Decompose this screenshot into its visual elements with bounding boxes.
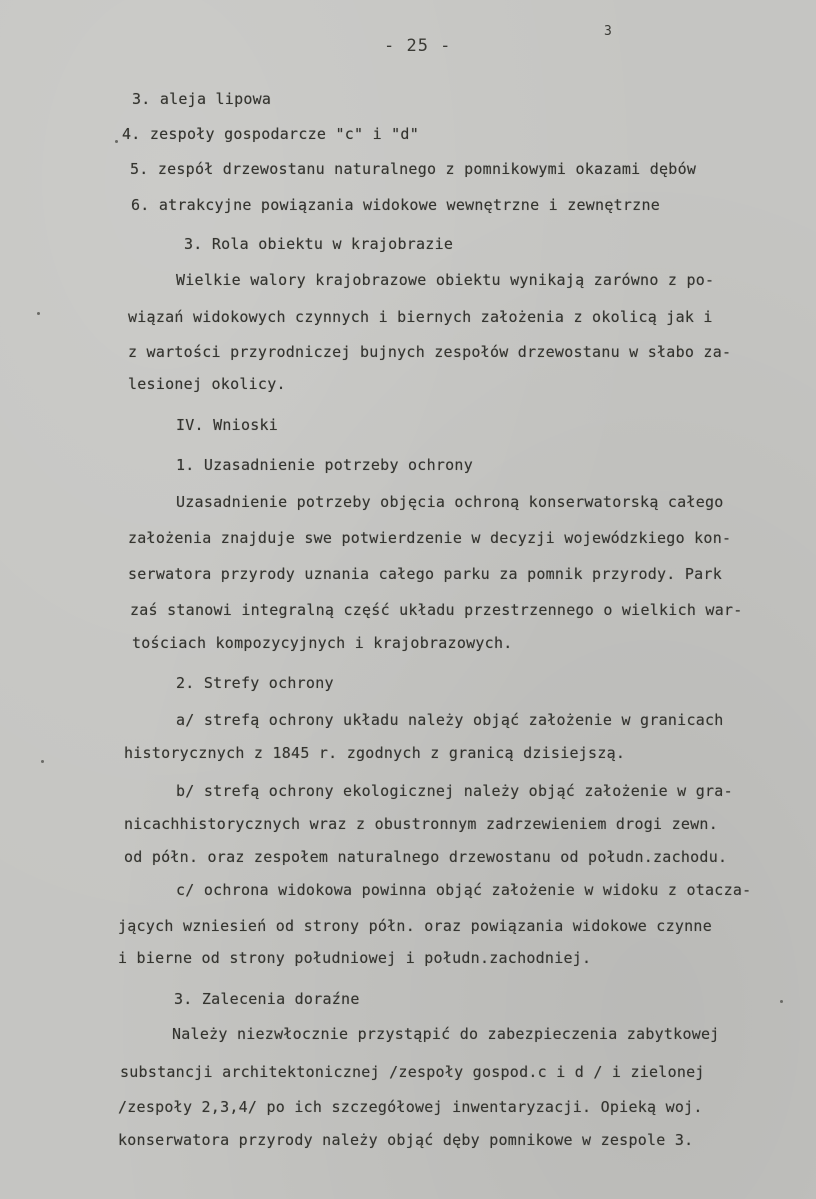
text-line: i bierne od strony południowej i połudn.zachodniej. [118, 949, 592, 967]
paper-speck [115, 140, 118, 143]
text-line: serwatora przyrody uznania całego parku za pomnik przyrody. Park [128, 565, 722, 583]
text-line: wiązań widokowych czynnych i biernych założenia z okolicą jak i [128, 308, 713, 326]
text-line: tościach kompozycyjnych i krajobrazowych. [132, 634, 513, 652]
text-line: 5. zespół drzewostanu naturalnego z pomnikowymi okazami dębów [130, 160, 697, 178]
corner-mark: 3 [604, 24, 612, 39]
text-line: c/ ochrona widokowa powinna objąć założenie w widoku z otacza- [176, 881, 752, 899]
text-line: substancji architektonicznej /zespoły gospod.c i d / i zielonej [120, 1063, 705, 1081]
section-heading: 2. Strefy ochrony [176, 674, 334, 692]
text-line: /zespoły 2,3,4/ po ich szczegółowej inwentaryzacji. Opieką woj. [118, 1098, 703, 1116]
text-line: Wielkie walory krajobrazowe obiektu wynikają zarówno z po- [176, 271, 715, 289]
text-line: lesionej okolicy. [128, 375, 286, 393]
page-number: - 25 - [384, 36, 452, 56]
text-line: Uzasadnienie potrzeby objęcia ochroną konserwatorską całego [176, 493, 724, 511]
section-heading: 3. Zalecenia doraźne [174, 990, 360, 1008]
section-heading: 1. Uzasadnienie potrzeby ochrony [176, 456, 473, 474]
text-line: Należy niezwłocznie przystąpić do zabezpieczenia zabytkowej [172, 1025, 720, 1043]
text-line: zaś stanowi integralną część układu przestrzennego o wielkich war- [130, 601, 743, 619]
text-line: konserwatora przyrody należy objąć dęby pomnikowe w zespole 3. [118, 1131, 694, 1149]
text-line: jących wzniesień od strony półn. oraz powiązania widokowe czynne [118, 917, 712, 935]
text-line: historycznych z 1845 r. zgodnych z granicą dzisiejszą. [124, 744, 626, 762]
text-line: 4. zespoły gospodarcze "c" i "d" [122, 125, 419, 143]
text-line: 6. atrakcyjne powiązania widokowe wewnętrzne i zewnętrzne [131, 196, 661, 214]
section-heading: 3. Rola obiektu w krajobrazie [184, 235, 454, 253]
text-line: a/ strefą ochrony układu należy objąć założenie w granicach [176, 711, 724, 729]
chapter-heading: IV. Wnioski [176, 416, 279, 434]
paper-speck [41, 760, 44, 763]
paper-speck [780, 1000, 783, 1003]
text-line: od półn. oraz zespołem naturalnego drzewostanu od połudn.zachodu. [124, 848, 728, 866]
text-line: z wartości przyrodniczej bujnych zespołów drzewostanu w słabo za- [128, 343, 732, 361]
text-line: nicachhistorycznych wraz z obustronnym zadrzewieniem drogi zewn. [124, 815, 718, 833]
paper-speck [37, 312, 40, 315]
text-line: 3. aleja lipowa [132, 90, 272, 108]
text-line: b/ strefą ochrony ekologicznej należy objąć założenie w gra- [176, 782, 733, 800]
text-line: założenia znajduje swe potwierdzenie w decyzji wojewódzkiego kon- [128, 529, 732, 547]
